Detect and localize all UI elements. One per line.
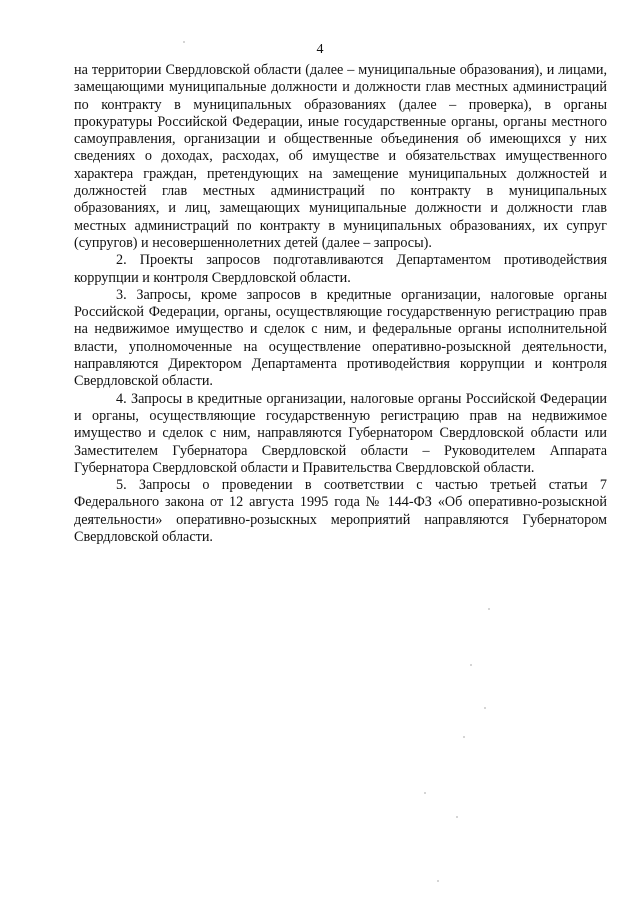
paragraph-2: 2. Проекты запросов подготавливаются Департаментом противодействия коррупции и контроля Свердловской области. xyxy=(74,252,607,286)
scan-speck xyxy=(183,41,185,43)
scan-speck xyxy=(463,736,465,738)
paragraph-5: 5. Запросы о проведении в соответствии с частью третьей статьи 7 Федерального закона от 12 августа 1995 года № 144-ФЗ «Об оперативно-розыскной деятельности» оперативно-розыскных мероприятий направляются Губернатором Свердловской области. xyxy=(74,477,607,546)
paragraph-3: 3. Запросы, кроме запросов в кредитные организации, налоговые органы Российской Федерации, органы, осуществляющие государственную регистрацию прав на недвижимое имущество и сделок с ним, и федеральные органы исполнительной власти, уполномоченные на осуществление оперативно-розыскной деятельности, направляются Директором Департамента противодействия коррупции и контроля Свердловской области. xyxy=(74,286,607,390)
page-number: 4 xyxy=(316,42,324,57)
paragraph-continuation: на территории Свердловской области (далее – муниципальные образования), и лицами, замещающими муниципальные должности и должности глав местных администраций по контракту в муниципальных образованиях (далее – проверка), в органы прокуратуры Российской Федерации, иные государственные органы, органы местного самоуправления, организации и общественные объединения об имеющихся у них сведениях о доходах, расходах, об имуществе и обязательствах имущественного характера граждан, претендующих на замещение муниципальных должностей и должностей глав местных администраций по контракту в муниципальных образованиях, и лиц, замещающих муниципальные должности и должности глав местных администраций по контракту в муниципальных образованиях, их супруг (супругов) и несовершеннолетних детей (далее – запросы). xyxy=(74,62,607,251)
scan-speck xyxy=(484,707,486,709)
scan-speck xyxy=(470,664,472,666)
scan-speck xyxy=(437,880,439,882)
scan-speck xyxy=(456,816,458,818)
paragraph-4: 4. Запросы в кредитные организации, налоговые органы Российской Федерации и органы, осуществляющие государственную регистрацию прав на недвижимое имущество и сделок с ним, направляются Губернатором Свердловской области или Заместителем Губернатора Свердловской области – Руководителем Аппарата Губернатора Свердловской области и Правительства Свердловской области. xyxy=(74,390,607,476)
scan-speck xyxy=(488,608,490,610)
scan-speck xyxy=(424,792,426,794)
document-body xyxy=(74,62,607,546)
